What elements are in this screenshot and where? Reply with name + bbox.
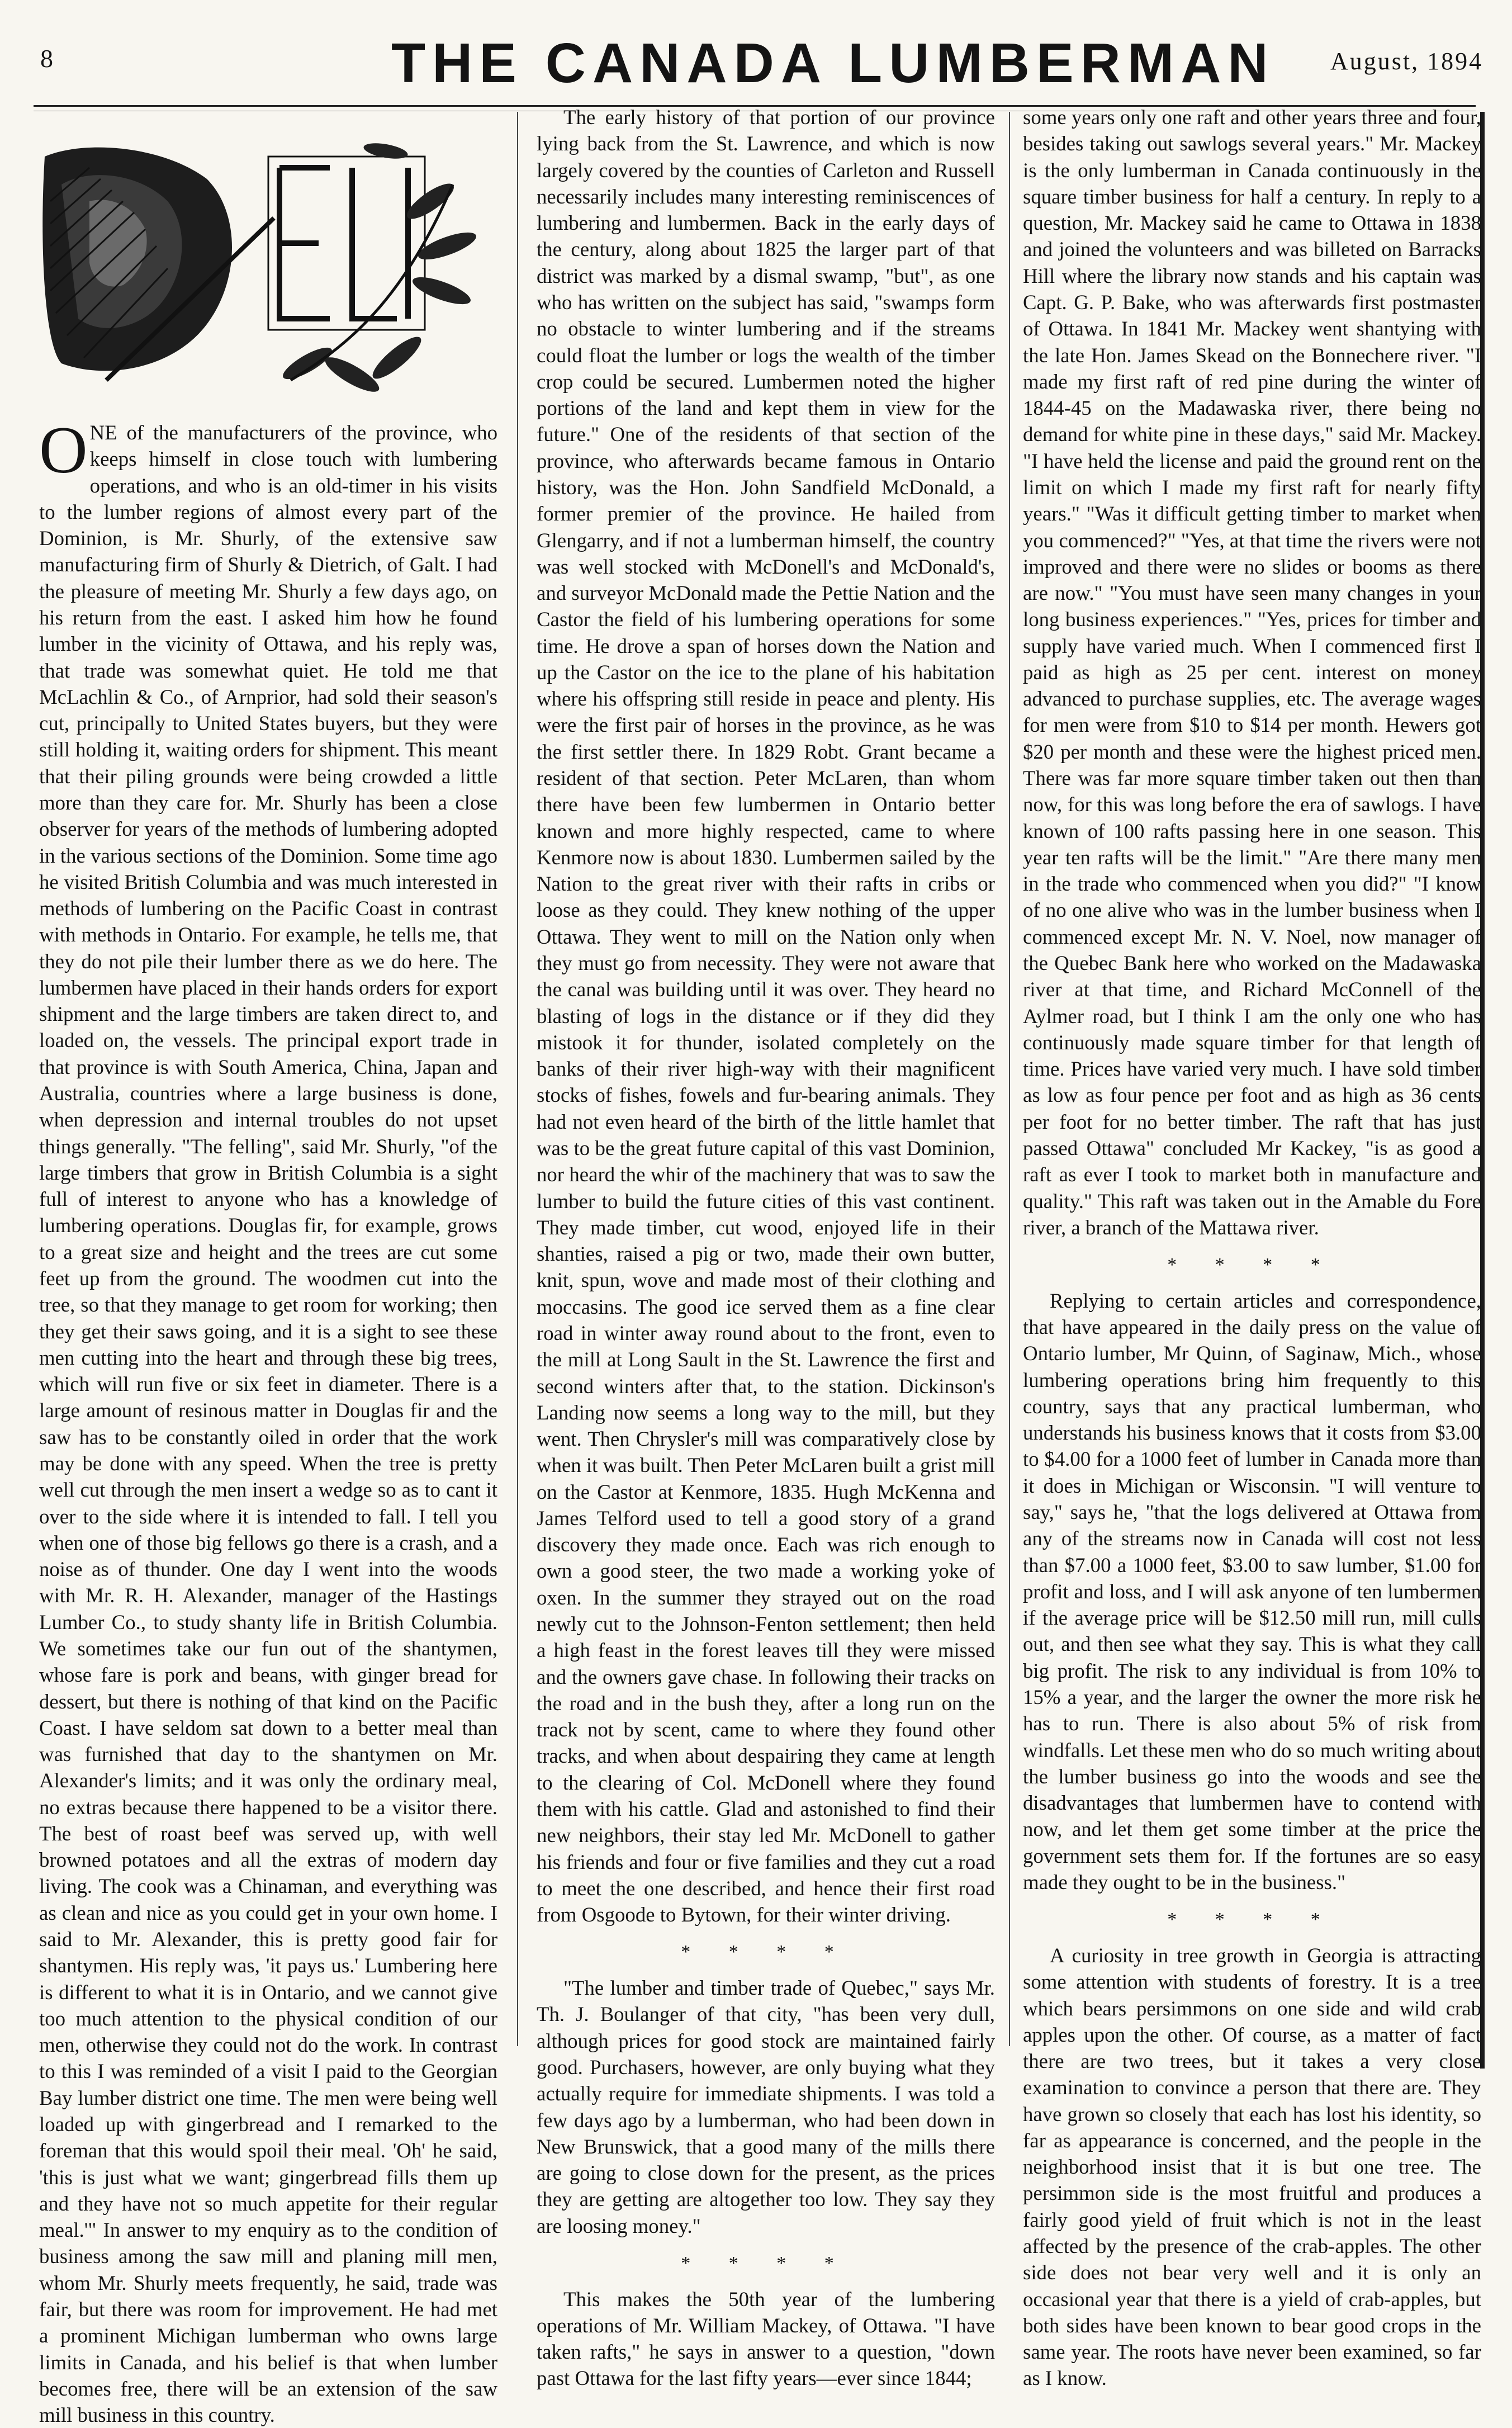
article-shurly-text: NE of the manufacturers of the province, who keeps himself in close touch with lumbering operations, and who is an old-timer in his visits to the lumber regions of almost every part of the Dominion, is Mr. Shurly, of the extensive saw manufacturing firm of Shurly & Dietrich, of Galt. I had the pleasure of meeting Mr. Shurly a few days ago, on his return from the east. I asked him how he found lumber in the vicinity of Ottawa, and his reply was, that trade was somewhat quiet. He told me that McLachlin & Co., of Arnprior, had sold their season's cut, principally to United States buyers, but they were still holding it, waiting orders for shipment. This meant that their piling grounds were being crowded a little more than they care for. Mr. Shurly has been a close observer for years of the methods of lumbering adopted in the various sections of the Dominion. Some time ago he visited British Columbia and was much interested in methods of lumbering on the Pacific Coast in contrast with methods in Ontario. For example, he tells me, that they do not pile their lumber there as we do here. The lumbermen have placed in their hands orders for export shipment and the large timbers are taken direct to, and loaded on, the vessels. The principal export trade in that province is with South America, China, Japan and Australia, countries where a large business is done, when depression and internal troubles do not upset things generally. "The felling", said Mr. Shurly, "of the large timbers that grow in British Columbia is a sight full of interest to anyone who has a knowledge of lumbering operations. Douglas fir, for example, grows to a great size and height and the trees are cut some feet up from the ground. The woodmen cut into the tree, so that they manage to get room for working; then they get their saws going, and it is a sight to see these men cutting into the heart and through these big trees, which will run five or six feet in diameter. There is a large amount of resinous matter in Douglas fir and the saw has to be constantly oiled in order that the work may be done with any speed. When the tree is pretty well cut through the men insert a wedge so as to cant it over to the side where it is intended to fall. I tell you when one of those big fellows go there is a crash, and a noise as of thunder. One day I went into the woods with Mr. R. H. Alexander, manager of the Hastings Lumber Co., to study shanty life in British Columbia. We sometimes take our fun out of the shantymen, whose fare is pork and beans, with ginger bread for dessert, but there is nothing of that kind on the Pacific Coast. I have seldom sat down to a better meal than was furnished that day to the shantymen on Mr. Alexander's limits; and it was only the ordinary meal, no extras because there happened to be a visitor there. The best of roast beef was served up, with well browned potatoes and all the extras of modern day living. The cook was a Chinaman, and everything was as clean and nice as you could get in your own home. I said to Mr. Alexander, this is pretty good fair for shantymen. His reply was, 'it pays us.' Lumbering here is different to what it is in Ontario, and we cannot give too much attention to the physical condition of our men, otherwise they could not do the work. In contrast to this I was reminded of a visit I paid to the Georgian Bay lumber district one time. The men were being well loaded up with gingerbread and I remarked to the foreman that this would spoil their meal. 'Oh' he said, 'this is just what we want; gingerbread fills them up and they have not so much appetite for their regular meal.'" In answer to my enquiry as to the condition of business among the saw mill and planing mill men, whom Mr. Shurly meets frequently, he said, trade was fair, but there was room for improvement. He had met a prominent Michigan lumberman who owns large limits in Canada, and his belief is that when lumber becomes free, there will be an extension of the saw mill business in this country. (39, 421, 497, 2427)
article-mackey-continued-paragraph: some years only one raft and other years three and four, besides taking out sawlogs several years." Mr. Mackey is the only lumberman in Canada continuously in the square timber business for half a century. In reply to a question, Mr. Mackey said he came to Ottawa in 1838 and joined the volunteers and was billeted on Barracks Hill where the library now stands and his captain was Capt. G. P. Bake, who was afterwards first postmaster of Ottawa. In 1841 Mr. Mackey went shantying with the late Hon. James Skead on the Bonnechere river. "I made my first raft of red pine during the winter of 1844-45 on the Madawaska river, there being no demand for white pine in these days," said Mr. Mackey. "I have held the license and paid the ground rent on the limit on which I made my first raft for nearly fifty years." "Was it difficult getting timber to market when you commenced?" "Yes, at that time the rivers were not improved and there were no slides or booms as there are now." "You must have seen many changes in your long business experiences." "Yes, prices for timber and supply have varied much. When I commenced first I paid as high as 25 per cent. interest on money advanced to purchase supplies, etc. The average wages for men were from $10 to $14 per month. Hewers got $20 per month and these were the highest priced men. There was far more square timber taken out then than now, for this was long before the era of sawlogs. I have known of 100 rafts passing here in one season. This year ten rafts will be the limit." "Are there many men in the trade who commenced when you did?" "I know of no one alive who was in the lumber business when I commenced except Mr. N. V. Noel, now manager of the Quebec Bank here who worked on the Madawaska river at that time, and Richard McConnell of the Aylmer road, but I think I am the only one who has continuously made square timber for that length of time. Prices have varied very much. I have sold timber as low as four pence per foot and as high as 36 cents per foot for no better timber. The raft that has just passed Ottawa" concluded Mr Kackey, "is as good a raft as ever I took to market both in manufacture and quality." This raft was taken out in the Amable du Fore river, a branch of the Mattawa river. (1023, 106, 1481, 1239)
column-3 (1023, 104, 1481, 2390)
column-2 (537, 104, 995, 2390)
section-separator: * * * * (1167, 1255, 1337, 1276)
journal-title: THE CANADA LUMBERMAN (391, 32, 1275, 94)
drop-cap: O (39, 413, 88, 487)
column-1 (39, 134, 497, 2427)
decorative-header-illustration (39, 134, 497, 397)
article-mackey-paragraph: This makes the 50th year of the lumbering operations of Mr. William Mackey, of Ottawa. "I have taken rafts," he says in answer to a question, "down past Ottawa for the last fifty years—ever since 1844; (537, 2287, 995, 2390)
ornament-engraving-image (39, 134, 497, 397)
section-separator: * * * * (681, 1942, 851, 1963)
column-divider (1009, 112, 1010, 2046)
article-georgia-tree-paragraph: A curiosity in tree growth in Georgia is attracting some attention with students of forestry. It is a tree which bears persimmons on one side and wild crab apples upon the other. Of course, as a matter of fact there are two trees, but it takes a very close examination to convince a person that there are. They have grown so closely that each has lost his identity, so far as appearance is concerned, and the people in the neighborhood insist that it is but one tree. The persimmon side is the most fruitful and produces a fairly good yield of fruit which is not in the least affected by the presence of the crab-apples. The other side does not bear very well and it is only an occasional year that there is a yield of crab-apples, but both sides have been known to bear good crops in the same year. The roots have never been examined, so far as I know. (1023, 1943, 1481, 2390)
column-divider (517, 112, 518, 2046)
article-quinn-paragraph: Replying to certain articles and correspondence, that have appeared in the daily press on the value of Ontario lumber, Mr Quinn, of Saginaw, Mich., whose lumbering operations bring him frequently to this country, says that any practical lumberman, who understands his business knows that it costs from $3.00 to $4.00 for a 1000 feet of lumber in Canada more than it does in Michigan or Wisconsin. "I will venture to say," says he, "that the logs delivered at Ottawa from any of the streams now in Canada will cost not less than $7.00 a 1000 feet, $3.00 to saw lumber, $1.00 for profit and loss, and I will ask anyone of ten lumbermen if the average price will be $12.50 mill run, mill culls out, and then see what they say. This is what they call big profit. The risk to any individual is from 10% to 15% a year, and the larger the owner the more risk he has to run. There is also about 5% of risk from windfalls. Let these men who do so much writing about the lumber business go into the woods and see the disadvantages that lumbermen have to contend with now, and let them get some timber at the price the government sets them for. If the fortunes are so easy made they ought to be in the business." (1023, 1289, 1481, 1894)
page-number: 8 (40, 44, 54, 73)
article-shurly-paragraph (39, 413, 497, 2428)
section-separator: * * * * (1167, 1909, 1337, 1930)
section-separator: * * * * (681, 2252, 851, 2274)
article-early-history-paragraph: The early history of that portion of our province lying back from the St. Lawrence, and which is now largely covered by the counties of Carleton and Russell necessarily includes many interesting reminiscences of lumbering and lumbermen. Back in the early days of the century, along about 1825 the larger part of that district was marked by a dismal swamp, "but", as one who has written on the subject has said, "swamps form no obstacle to winter lumbering and if the streams could float the lumber or logs the wealth of the timber crop could be secured. Lumbermen noted the higher portions of the land and kept them in view for the future." One of the residents of that section of the province, who afterwards became famous in Ontario history, was the Hon. John Sandfield McDonald, a former premier of the province. He hailed from Glengarry, and if not a lumberman himself, the country was well stocked with McDonell's and McDonald's, and surveyor McDonald made the Pettie Nation and the Castor the field of his lumbering operations for some time. He drove a span of horses down the Nation and up the Castor on the ice to the plane of his habitation where his offspring still reside in peace and plenty. His were the first pair of horses in the province, as he was the first settler there. In 1829 Robt. Grant became a resident of that section. Peter McLaren, than whom there have been few lumbermen in Ontario better known and more highly respected, came to where Kenmore now is about 1830. Lumbermen sailed by the Nation to the great river with their rafts in cribs or loose as they could. They knew nothing of the upper Ottawa. They went to mill on the Nation only when they must go from necessity. They were not aware that the canal was building until it was over. They heard no blasting of logs in the distance or if they did they mistook it for thunder, isolated completely on the banks of their river high-way with their magnificent stocks of fishes, fowels and fur-bearing animals. They had not even heard of the birth of the little hamlet that was to be the great future capital of this vast Dominion, nor heard the whir of the machinery that was to saw the lumber to build the future cities of this vast continent. They made timber, cut wood, enjoyed life in their shanties, raised a pig or two, made their own butter, knit, spun, wove and made most of their clothing and moccasins. The good ice served them as a fine clear road in winter away round about to the front, even to the mill at Long Sault in the St. Lawrence the first and second winters after that, to the station. Dickinson's Landing now seems a long way to the mill, but they went. Then Chrysler's mill was comparatively close by when it was built. Then Peter McLaren built a grist mill on the Castor at Kenmore, 1835. Hugh McKenna and James Telford used to tell a good story of a grand discovery they made once. Each was rich enough to own a good steer, the two made a working yoke of oxen. In the summer they strayed out on the road newly cut to the Johnson-Fenton settlement; then held a high feast in the forest leaves till they were missed and the owners gave chase. In following their tracks on the road and in the bush they, after a long run on the track not by scent, came to where they found other tracks, and when about despairing they came at length to the clearing of Col. McDonell where they found them with his cattle. Glad and astonished to find their new neighbors, their stay led Mr. McDonell to gather his friends and four or five families and they cut a road to meet the one described, and hence their first road from Osgoode to Bytown, for their winter driving. (537, 106, 995, 1927)
article-quebec-trade-paragraph: "The lumber and timber trade of Quebec," says Mr. Th. J. Boulanger of that city, "has been very dull, although prices for good stock are maintained fairly good. Purchasers, however, are only buying what they actually require for immediate shipments. I was told a few days ago by a lumberman, who had been down in New Brunswick, that a good many of the mills there are going to close down for the present, as the prices they are getting are altogether too low. They say they are loosing money." (537, 1976, 995, 2237)
issue-date: August, 1894 (1330, 48, 1483, 75)
